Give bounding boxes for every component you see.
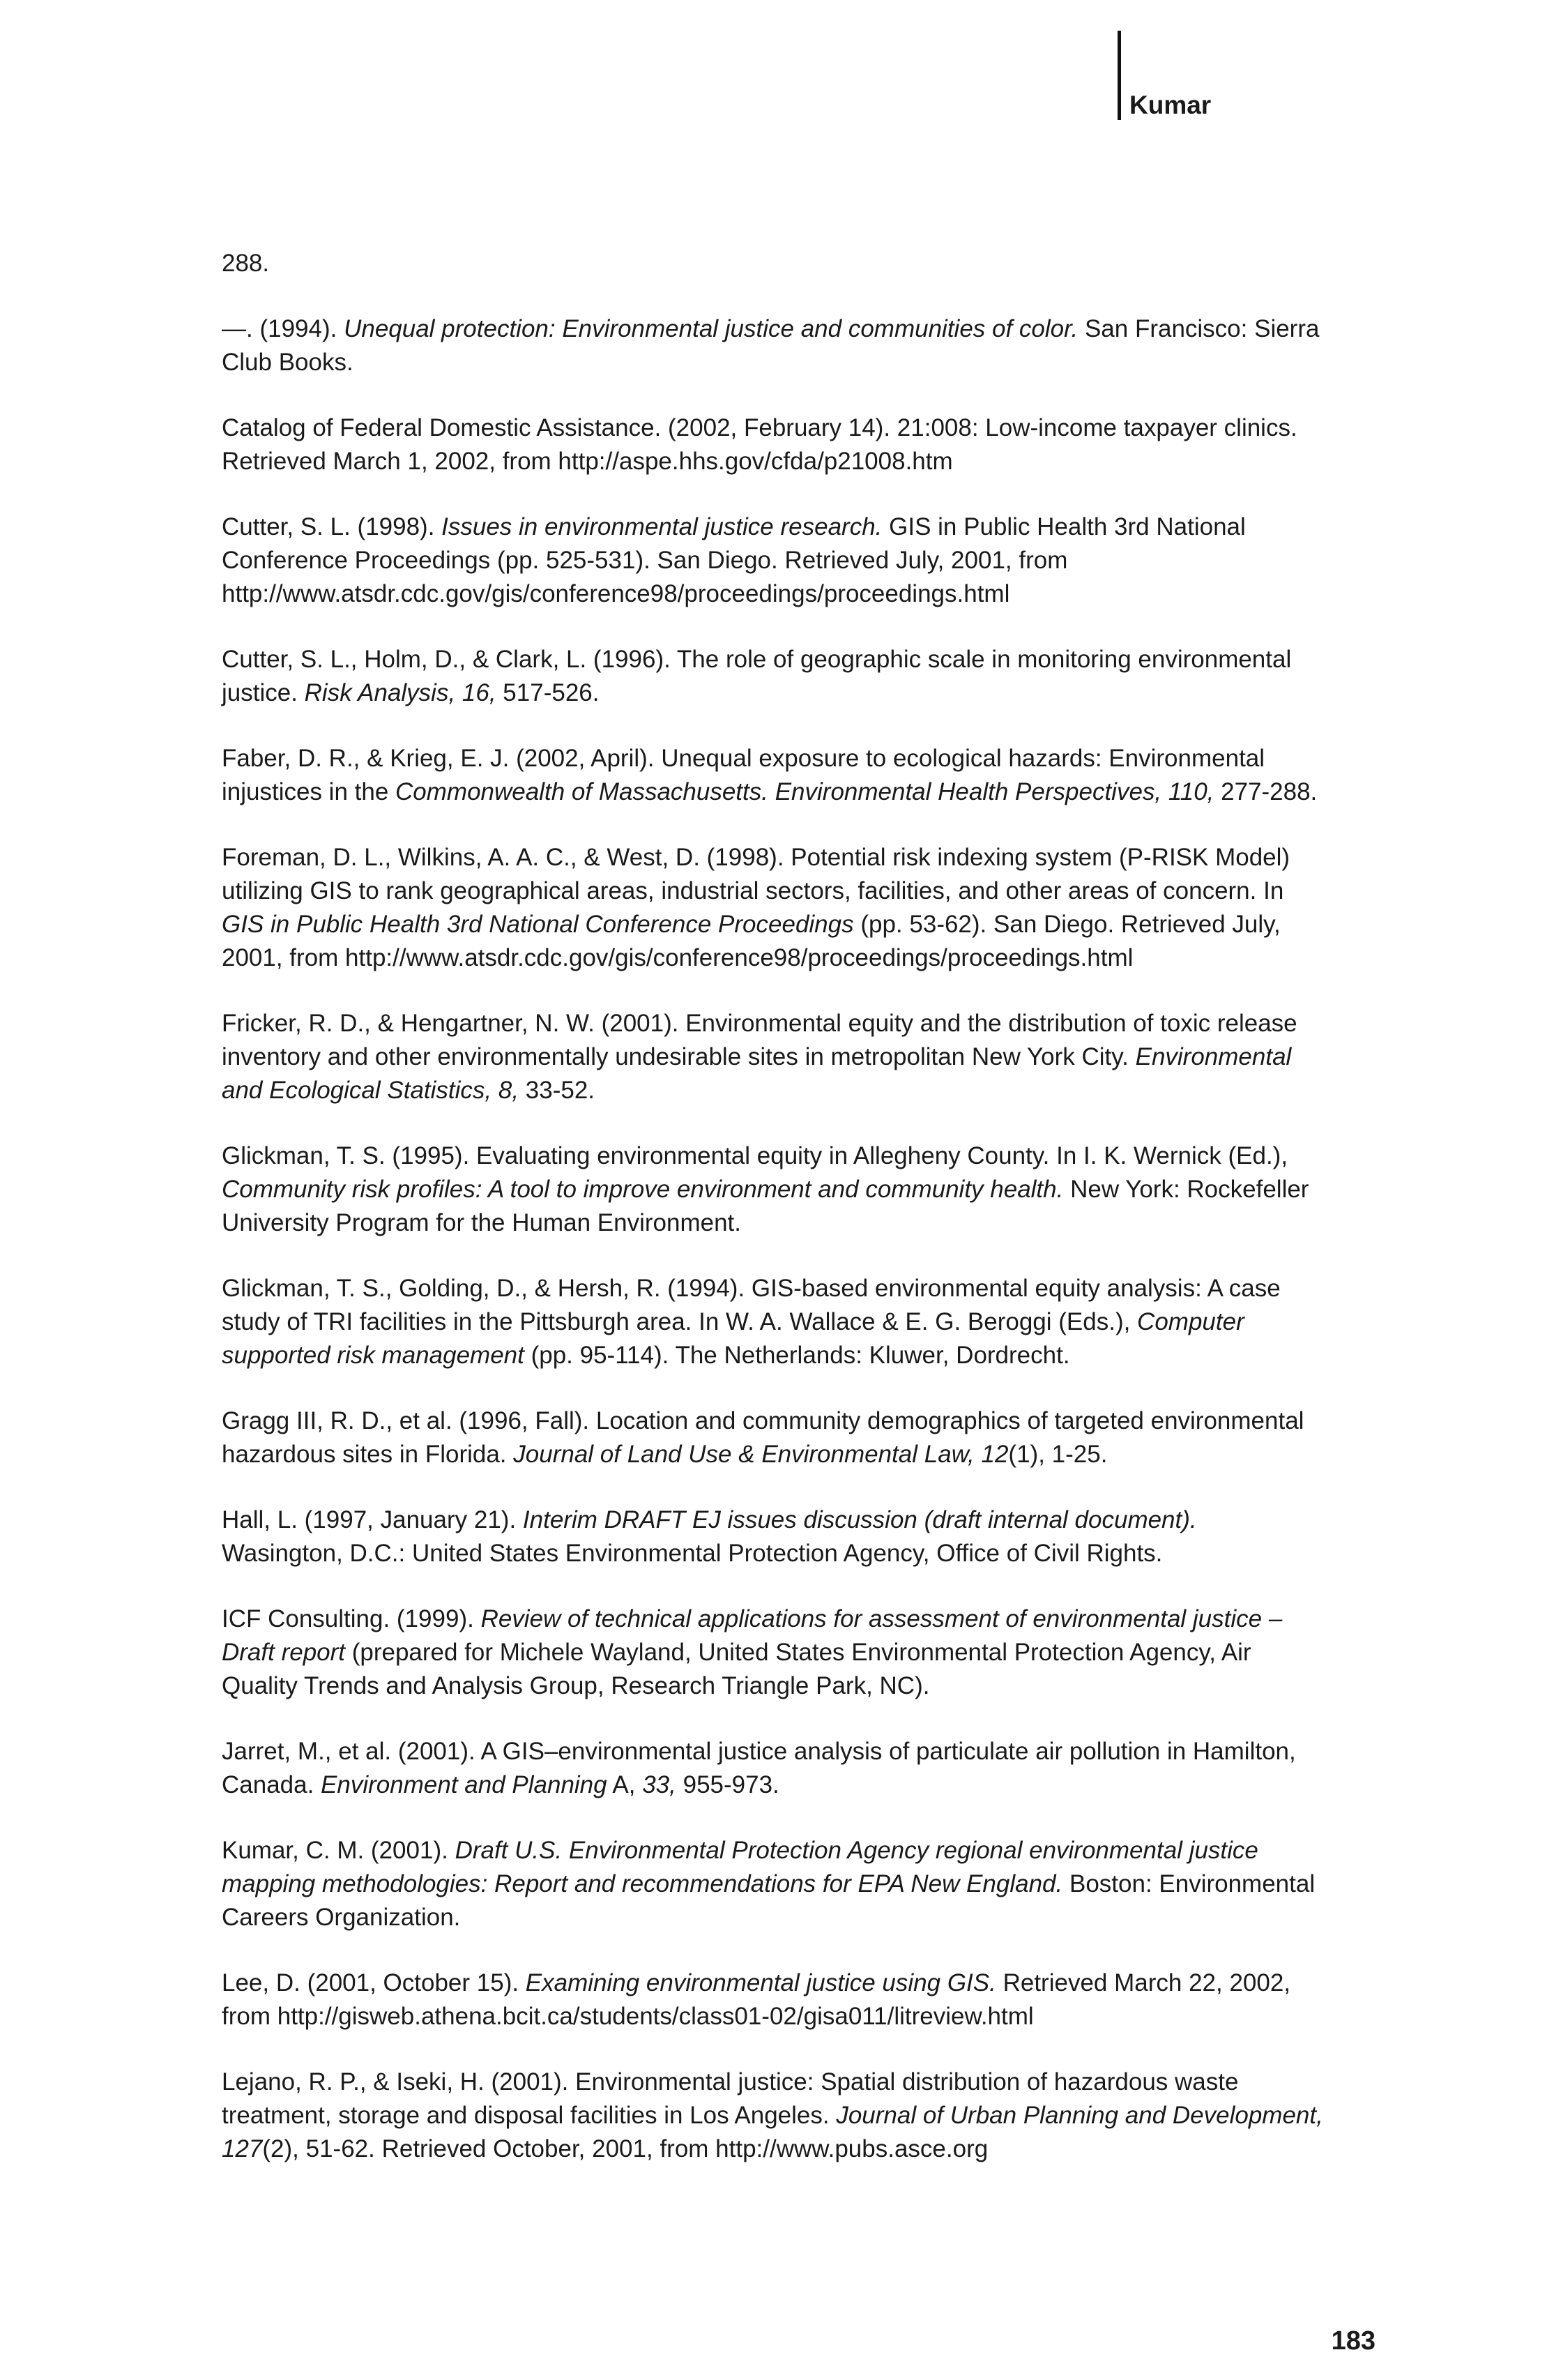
reference-entry <box>222 312 1323 379</box>
reference-entry <box>222 411 1323 478</box>
reference-entry <box>222 1272 1323 1372</box>
reference-text: Hall, L. (1997, January 21). <box>222 1506 523 1533</box>
reference-entry <box>222 742 1323 809</box>
reference-entry <box>222 643 1323 710</box>
reference-text: Gragg III, R. D., et al. (1996, Fall). Location and community demographics of targeted environmental hazardous sites in Florida. <box>222 1407 1304 1468</box>
reference-entry <box>222 1007 1323 1107</box>
reference-entry <box>222 1966 1323 2033</box>
reference-text: Kumar, C. M. (2001). <box>222 1837 455 1864</box>
reference-text: 955-973. <box>676 1771 779 1798</box>
reference-text: Retrieved March 22, 2002, from http://gisweb.athena.bcit.ca/students/class01-02/gisa011/litreview.html <box>222 1969 1291 2030</box>
reference-italic-text: Computer supported risk management <box>222 1308 1244 1369</box>
reference-italic-text: Environmental and Ecological Statistics, 8, <box>222 1043 1292 1104</box>
reference-entry <box>222 1139 1323 1240</box>
reference-entry <box>222 247 1323 280</box>
reference-text: Cutter, S. L. (1998). <box>222 513 442 540</box>
reference-entry <box>222 1834 1323 1934</box>
header-rule <box>1118 31 1121 120</box>
reference-text: (pp. 53-62). San Diego. Retrieved July, 2001, from http://www.atsdr.cdc.gov/gis/conference98/proceedings/proceedings.html <box>222 911 1281 971</box>
reference-text: Foreman, D. L., Wilkins, A. A. C., & West, D. (1998). Potential risk indexing system (P-RISK Model) utilizing GIS to rank geographical areas, industrial sectors, facilities, and other areas of concern. In <box>222 844 1290 904</box>
reference-text: 33-52. <box>519 1077 595 1104</box>
reference-text: Jarret, M., et al. (2001). A GIS–environmental justice analysis of particulate air pollution in Hamilton, Canada. <box>222 1738 1296 1798</box>
reference-text: Glickman, T. S., Golding, D., & Hersh, R. (1994). GIS-based environmental equity analysis: A case study of TRI facilities in the Pittsburgh area. In W. A. Wallace & E. G. Beroggi (Eds.), <box>222 1275 1281 1335</box>
reference-entry <box>222 1503 1323 1570</box>
reference-text: Wasington, D.C.: United States Environmental Protection Agency, Office of Civil Rights. <box>222 1540 1163 1567</box>
reference-text: (pp. 95-114). The Netherlands: Kluwer, Dordrecht. <box>524 1342 1070 1369</box>
reference-entry <box>222 2066 1323 2166</box>
reference-entry <box>222 841 1323 975</box>
reference-italic-text: Examining environmental justice using GIS. <box>525 1969 996 1996</box>
reference-text: (prepared for Michele Wayland, United States Environmental Protection Agency, Air Quality Trends and Analysis Group, Research Triangle Park, NC). <box>222 1639 1251 1699</box>
reference-text: San Francisco: Sierra Club Books. <box>222 315 1320 376</box>
reference-italic-text: GIS in Public Health 3rd National Conference Proceedings <box>222 911 854 938</box>
page-number: 183 <box>1331 2326 1375 2356</box>
reference-entry <box>222 1602 1323 1703</box>
reference-list <box>222 247 1323 2198</box>
reference-italic-text: Journal of Land Use & Environmental Law, 12 <box>513 1441 1009 1468</box>
reference-text: —. (1994). <box>222 315 344 342</box>
reference-text: Catalog of Federal Domestic Assistance. (2002, February 14). 21:008: Low-income taxpayer clinics. Retrieved March 1, 2002, from http://aspe.hhs.gov/cfda/p21008.htm <box>222 414 1297 475</box>
reference-italic-text: Environment and Planning <box>321 1771 607 1798</box>
reference-italic-text: Risk Analysis, 16, <box>304 679 496 706</box>
reference-text: Glickman, T. S. (1995). Evaluating environmental equity in Allegheny County. In I. K. Wernick (Ed.), <box>222 1142 1288 1169</box>
reference-italic-text: Commonwealth of Massachusetts. Environmental Health Perspectives, 110, <box>395 778 1214 805</box>
reference-text: (2), 51-62. Retrieved October, 2001, from http://www.pubs.asce.org <box>262 2135 989 2162</box>
reference-text: Fricker, R. D., & Hengartner, N. W. (2001). Environmental equity and the distribution of toxic release inventory and other environmentally undesirable sites in metropolitan New York City. <box>222 1010 1297 1070</box>
reference-text: Lee, D. (2001, October 15). <box>222 1969 526 1996</box>
reference-italic-text: Issues in environmental justice research. <box>441 513 883 540</box>
reference-text: Lejano, R. P., & Iseki, H. (2001). Environmental justice: Spatial distribution of hazardous waste treatment, storage and disposal facilities in Los Angeles. <box>222 2068 1239 2129</box>
reference-text: (1), 1-25. <box>1008 1441 1108 1468</box>
reference-text: New York: Rockefeller University Program for the Human Environment. <box>222 1176 1309 1236</box>
reference-text: 277-288. <box>1214 778 1318 805</box>
reference-italic-text: Journal of Urban Planning and Development, 127 <box>222 2102 1323 2162</box>
reference-text: Cutter, S. L., Holm, D., & Clark, L. (1996). The role of geographic scale in monitoring environmental justice. <box>222 646 1292 706</box>
reference-text: A, <box>607 1771 643 1798</box>
running-head-author: Kumar <box>1129 91 1212 119</box>
reference-text: 288. <box>222 250 270 277</box>
reference-text: Faber, D. R., & Krieg, E. J. (2002, April). Unequal exposure to ecological hazards: Environmental injustices in the <box>222 745 1265 805</box>
reference-entry <box>222 1735 1323 1802</box>
reference-entry <box>222 1404 1323 1471</box>
reference-italic-text: Unequal protection: Environmental justice and communities of color. <box>344 315 1079 342</box>
reference-italic-text: Community risk profiles: A tool to improve environment and community health. <box>222 1176 1064 1203</box>
reference-text: GIS in Public Health 3rd National Conference Proceedings (pp. 525-531). San Diego. Retrieved July, 2001, from http://www.atsdr.cdc.gov/gis/conference98/proceedings/proceedings.html <box>222 513 1246 607</box>
reference-text: Boston: Environmental Careers Organization. <box>222 1870 1316 1931</box>
reference-text: ICF Consulting. (1999). <box>222 1605 481 1632</box>
reference-text: 517-526. <box>496 679 600 706</box>
reference-italic-text: 33, <box>642 1771 676 1798</box>
reference-italic-text: Interim DRAFT EJ issues discussion (draft internal document). <box>522 1506 1197 1533</box>
reference-italic-text: Review of technical applications for assessment of environmental justice – Draft report <box>222 1605 1283 1666</box>
reference-entry <box>222 510 1323 611</box>
reference-italic-text: Draft U.S. Environmental Protection Agency regional environmental justice mapping methodologies: Report and recommendations for EPA New England. <box>222 1837 1258 1897</box>
